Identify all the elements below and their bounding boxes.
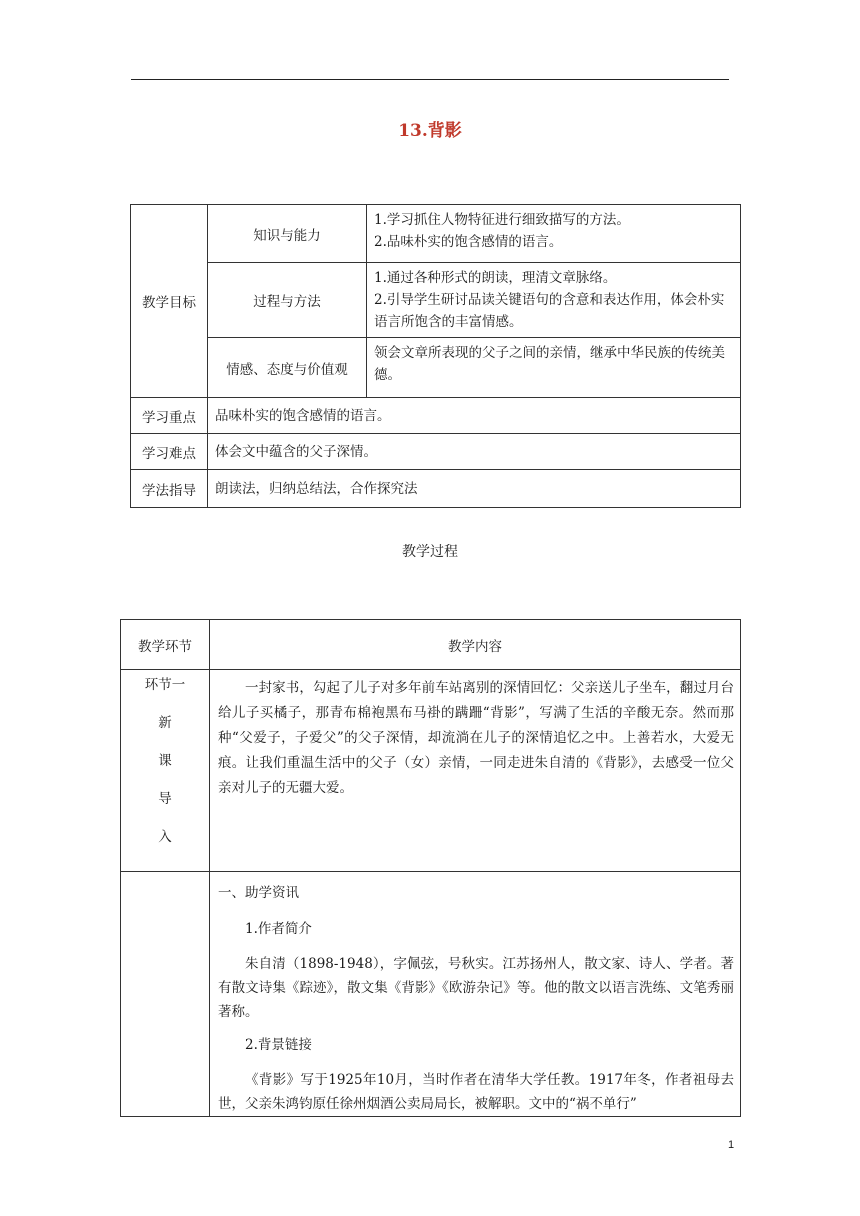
objectives-table	[130, 204, 741, 508]
process-table	[120, 619, 741, 1117]
objective-line: 2.品味朴实的饱含感情的语言。	[374, 234, 563, 250]
objectives-label: 教学目标	[131, 205, 208, 398]
objective-sub-process: 过程与方法	[208, 263, 367, 338]
content-column-header: 教学内容	[210, 620, 741, 670]
methods-value: 朗读法，归纳总结法，合作探究法	[208, 470, 741, 508]
objective-line: 1.通过各种形式的朗读，理清文章脉络。	[374, 270, 617, 286]
background-text: 《背影》写于1925年10月，当时作者在清华大学任教。1917年冬，作者祖母去世，父亲朱鸿钧原任徐州烟酒公卖局局长，被解职。文中的“祸不单行”	[218, 1072, 734, 1112]
stage-column-header: 教学环节	[121, 620, 210, 670]
objective-content-attitude	[367, 338, 741, 398]
stage2-label	[121, 872, 210, 1117]
page-title: 13.背影	[398, 121, 462, 141]
header-rule	[131, 79, 729, 80]
stage1-label-char: 新	[158, 715, 172, 731]
stage2-heading: 一、助学资讯	[218, 885, 299, 901]
process-title: 教学过程	[402, 544, 458, 560]
objective-line: 1.学习抓住人物特征进行细致描写的方法。	[374, 212, 630, 228]
objective-sub-knowledge: 知识与能力	[208, 205, 367, 263]
stage1-paragraph: 一封家书，勾起了儿子对多年前车站离别的深情回忆：父亲送儿子坐车，翻过月台给儿子买橘子，那青布棉袍黑布马褂的蹒跚“背影”，写满了生活的辛酸无奈。然而那种“父爱子，子爱父”的父子深情，却流淌在儿子的深情追忆之中。上善若水，大爱无痕。让我们重温生活中的父子（女）亲情，一同走进朱自清的《背影》，去感受一位父亲对儿子的无疆大爱。	[218, 680, 734, 796]
stage1-label-char: 导	[158, 791, 172, 807]
objective-line: 2.引导学生研讨品读关键语句的含意和表达作用，体会朴实语言所饱含的丰富情感。	[374, 292, 725, 330]
key-points-value: 品味朴实的饱含感情的语言。	[208, 398, 741, 434]
objective-line: 领会文章所表现的父子之间的亲情，继承中华民族的传统美德。	[374, 345, 725, 383]
objective-sub-attitude: 情感、态度与价值观	[208, 338, 367, 398]
stage1-content	[210, 670, 741, 872]
author-intro-text: 朱自清（1898-1948），字佩弦，号秋实。江苏扬州人，散文家、诗人、学者。著有散文诗集《踪迹》，散文集《背影》《欧游杂记》等。他的散文以语言洗练、文笔秀丽著称。	[218, 956, 734, 1020]
stage1-label-line: 环节一	[144, 677, 186, 693]
stage1-label-char: 课	[158, 753, 172, 769]
stage1-label	[121, 670, 210, 872]
background-title: 2.背景链接	[245, 1037, 312, 1053]
page-number: 1	[728, 1139, 735, 1151]
stage1-label-char: 入	[158, 829, 172, 845]
methods-label: 学法指导	[131, 470, 208, 508]
difficulties-label: 学习难点	[131, 434, 208, 470]
author-intro-title: 1.作者简介	[245, 921, 312, 937]
difficulties-value: 体会文中蕴含的父子深情。	[208, 434, 741, 470]
objective-content-knowledge	[367, 205, 741, 263]
stage2-content	[210, 872, 741, 1117]
key-points-label: 学习重点	[131, 398, 208, 434]
objective-content-process	[367, 263, 741, 338]
